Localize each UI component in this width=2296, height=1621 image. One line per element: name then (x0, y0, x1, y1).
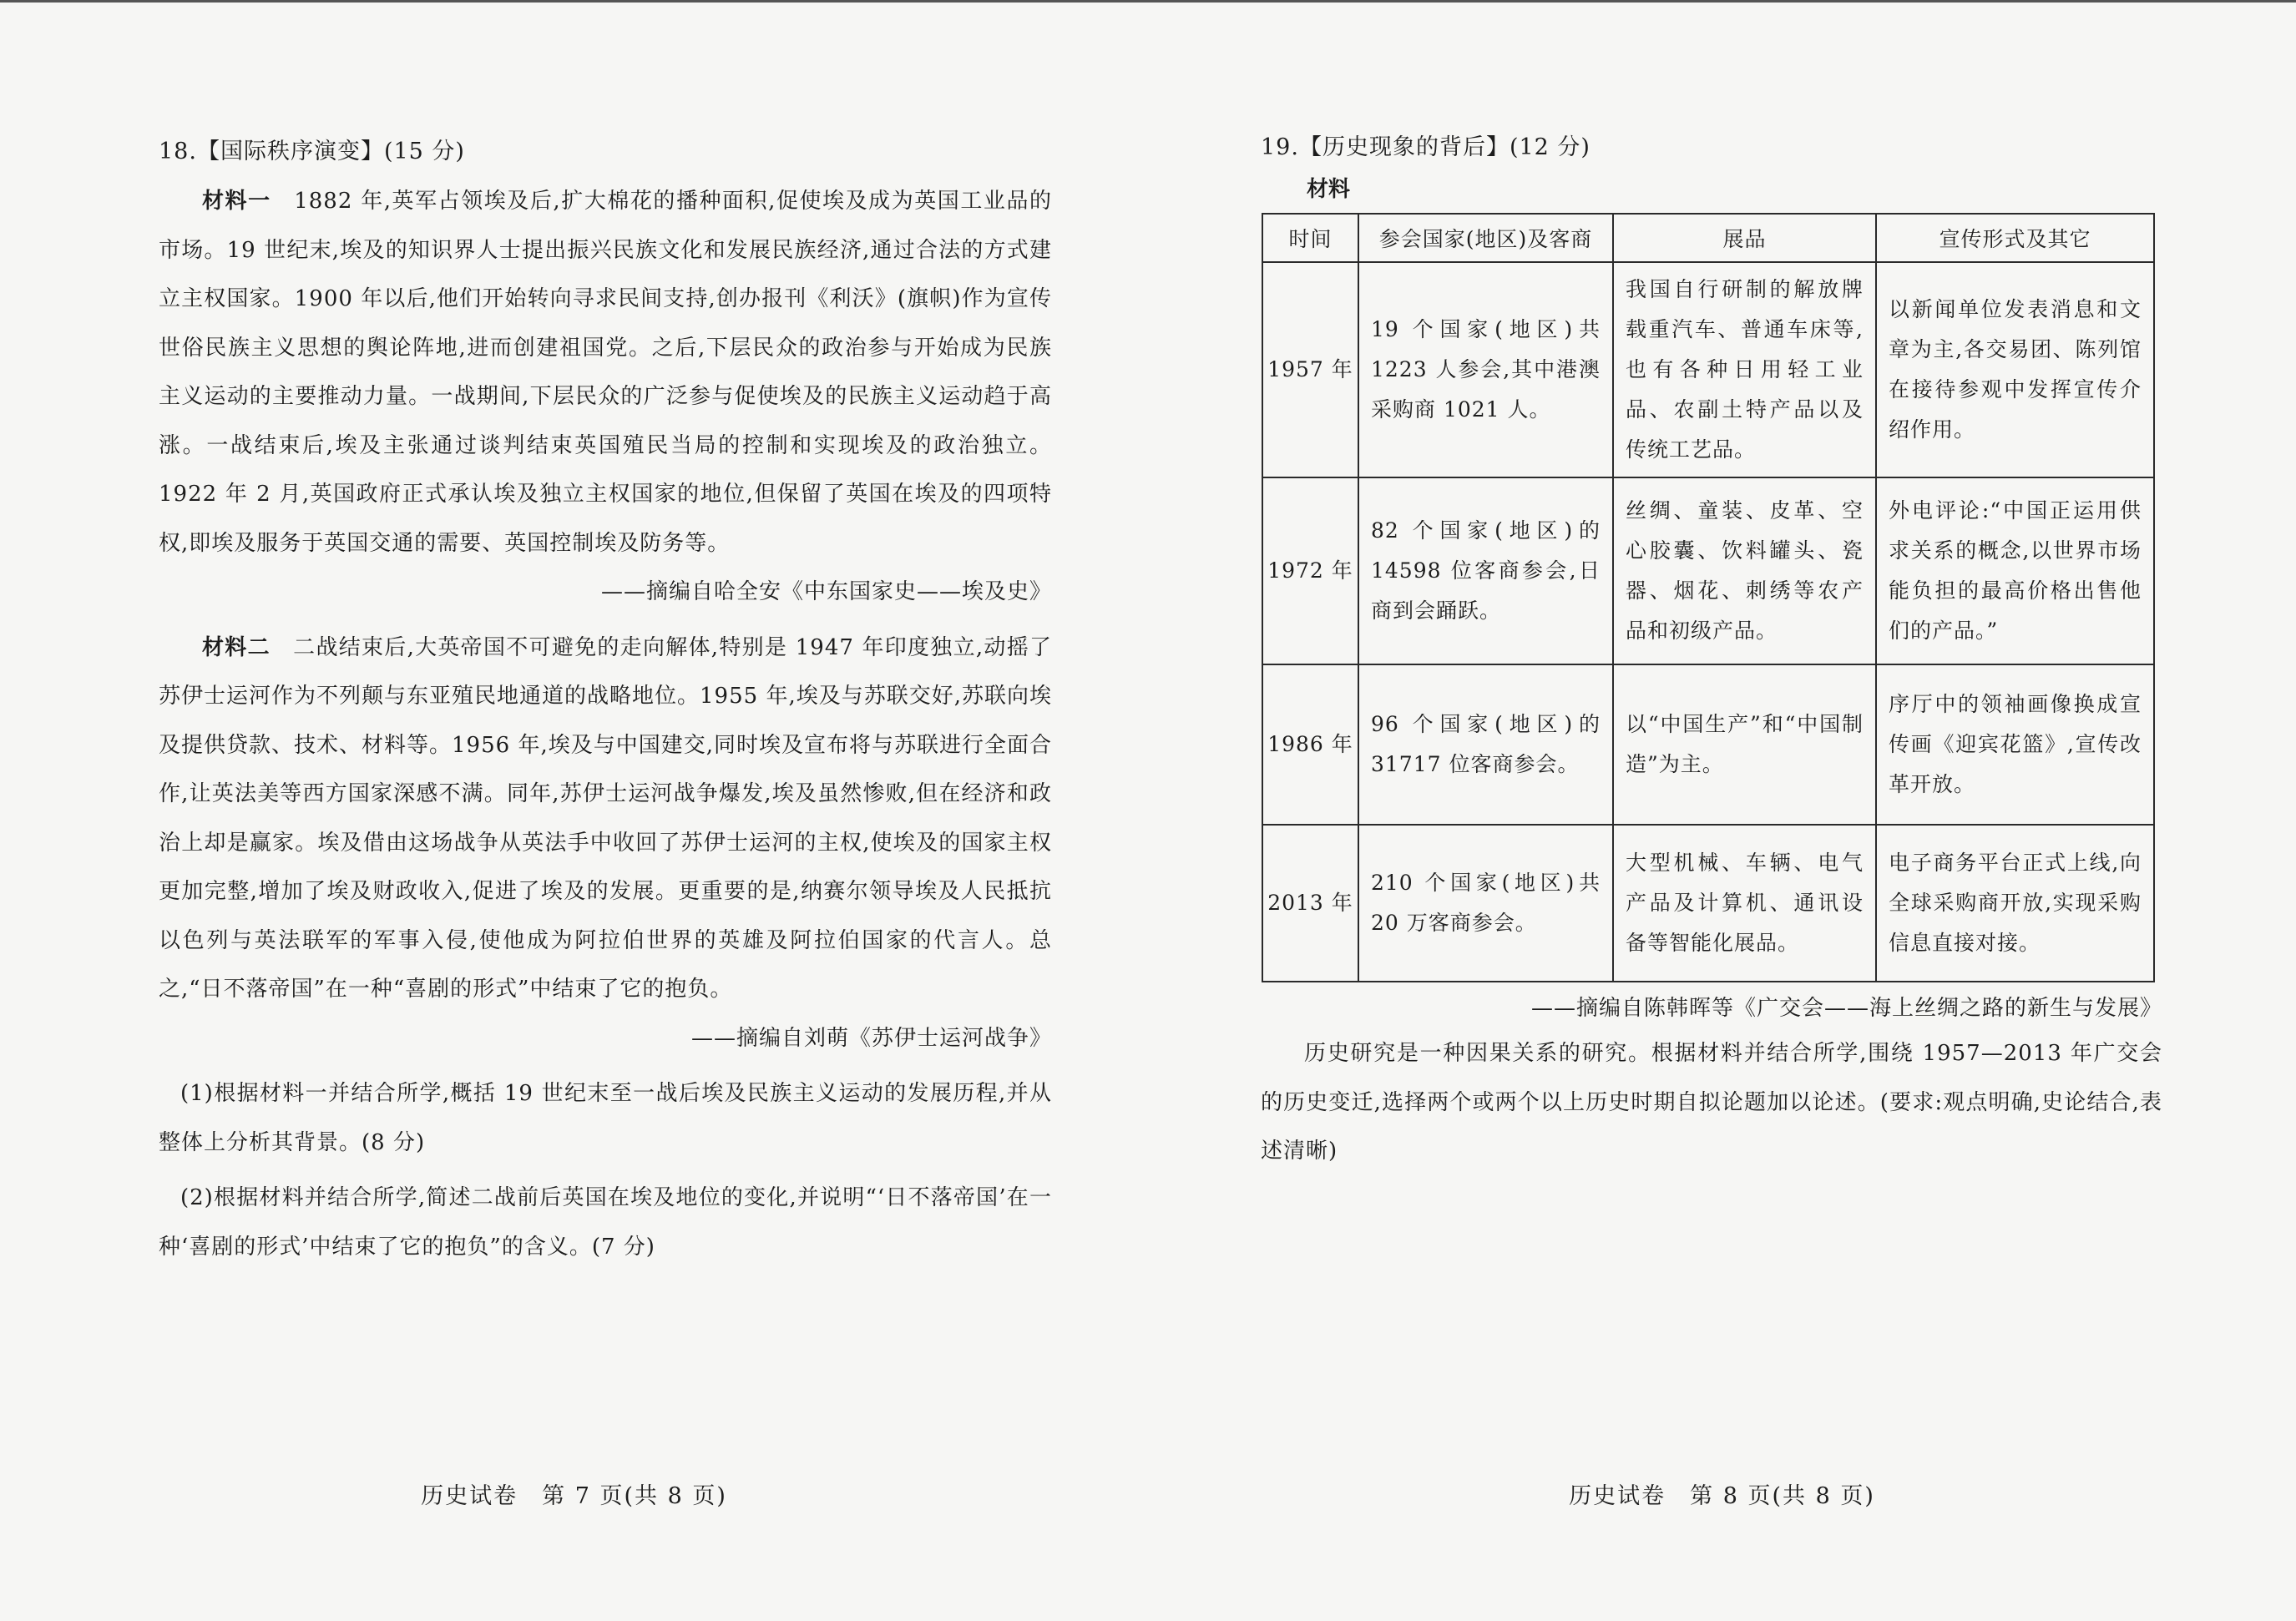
table-cell: 82 个国家(地区)的 14598 位客商参会,日商到会踊跃。 (1358, 477, 1613, 664)
table-cell: 电子商务平台正式上线,向全球采购商开放,实现采购信息直接对接。 (1876, 825, 2154, 982)
table-cell: 以新闻单位发表消息和文章为主,各交易团、陈列馆在接待参观中发挥宣传介绍作用。 (1876, 262, 2154, 477)
table-cell-year: 1972 年 (1262, 477, 1358, 664)
table-source: ——摘编自陈韩晖等《广交会——海上丝绸之路的新生与发展》 (1530, 996, 2162, 1021)
table-cell: 我国自行研制的解放牌载重汽车、普通车床等,也有各种日用轻工业品、农副土特产品以及传统工艺品。 (1613, 262, 1876, 477)
table-cell: 96 个国家(地区)的 31717 位客商参会。 (1358, 664, 1613, 825)
question-19 (1261, 129, 2162, 1176)
table-cell: 210 个国家(地区)共 20 万客商参会。 (1358, 825, 1613, 982)
material-1-source: ——摘编自哈全安《中东国家史——埃及史》 (600, 579, 1052, 604)
table-cell: 丝绸、童装、皮革、空心胶囊、饮料罐头、瓷器、烟花、刺绣等农产品和初级产品。 (1613, 477, 1876, 664)
table-row (1262, 262, 2154, 477)
question-18-title: 18.【国际秩序演变】(15 分) (159, 139, 465, 164)
material-label: 材料 (1307, 177, 1351, 202)
material-1-label: 材料一 (202, 189, 271, 214)
page-8 (1148, 0, 2296, 1621)
page-footer-7: 历史试卷 第 7 页(共 8 页) (421, 1483, 727, 1509)
table-header-cell: 时间 (1262, 214, 1358, 262)
table-cell: 外电评论:“中国正运用供求关系的概念,以世界市场能负担的最高价格出售他们的产品。” (1876, 477, 2154, 664)
material-2-text: 二战结束后,大英帝国不可避免的走向解体,特别是 1947 年印度独立,动摇了苏伊士运河作为不列颠与东亚殖民地通道的战略地位。1955 年,埃及与苏联交好,苏联向埃及提供贷款、技术、材料等。1956 年,埃及与中国建交,同时埃及宣布将与苏联进行全面合作,让英法美等西方国家深感不满。同年,苏伊士运河战争爆发,埃及虽然惨败,但在经济和政治上却是赢家。埃及借由这场战争从英法手中收回了苏伊士运河的主权,使埃及的国家主权更加完整,增加了埃及财政收入,促进了埃及的发展。更重要的是,纳赛尔领导埃及人民抵抗以色列与英法联军的军事入侵,使他成为阿拉伯世界的英雄及阿拉伯国家的代言人。总之,“日不落帝国”在一种“喜剧的形式”中结束了它的抱负。 (159, 634, 1052, 1002)
table-cell: 以“中国生产”和“中国制造”为主。 (1613, 664, 1876, 825)
table-cell: 序厅中的领袖画像换成宣传画《迎宾花篮》,宣传改革开放。 (1876, 664, 2154, 825)
sub-question-2: (2)根据材料并结合所学,简述二战前后英国在埃及地位的变化,并说明“‘日不落帝国’在一种‘喜剧的形式’中结束了它的抱负”的含义。(7 分) (159, 1185, 1052, 1260)
material-2 (159, 624, 1052, 1014)
material-2-source: ——摘编自刘萌《苏伊士运河战争》 (690, 1025, 1052, 1051)
table-row (1262, 664, 2154, 825)
material-1-text: 1882 年,英军占领埃及后,扩大棉花的播种面积,促使埃及成为英国工业品的市场。19 世纪末,埃及的知识界人士提出振兴民族文化和发展民族经济,通过合法的方式建立主权国家。1900 年以后,他们开始转向寻求民间支持,创办报刊《利沃》(旗帜)作为宣传世俗民族主义思想的舆论阵地,进而创建祖国党。之后,下层民众的政治参与开始成为民族主义运动的主要推动力量。一战期间,下层民众的广泛参与促使埃及的民族主义运动趋于高涨。一战结束后,埃及主张通过谈判结束英国殖民当局的控制和实现埃及的政治独立。1922 年 2 月,英国政府正式承认埃及独立主权国家的地位,但保留了英国在埃及的四项特权,即埃及服务于英国交通的需要、英国控制埃及防务等。 (159, 189, 1053, 556)
table-cell-year: 1957 年 (1262, 262, 1358, 477)
table-cell: 大型机械、车辆、电气产品及计算机、通讯设备等智能化展品。 (1613, 825, 1876, 982)
table-cell-year: 2013 年 (1262, 825, 1358, 982)
table-cell: 19 个国家(地区)共 1223 人参会,其中港澳采购商 1021 人。 (1358, 262, 1613, 477)
table-row (1262, 477, 2154, 664)
table-cell-year: 1986 年 (1262, 664, 1358, 825)
table-header-cell: 参会国家(地区)及客商 (1358, 214, 1613, 262)
question-19-prompt: 历史研究是一种因果关系的研究。根据材料并结合所学,围绕 1957—2013 年广交会的历史变迁,选择两个或两个以上历史时期自拟论题加以论述。(要求:观点明确,史论结合,表述清晰) (1261, 1041, 2162, 1164)
material-2-label: 材料二 (202, 634, 271, 660)
table-header-row (1262, 214, 2154, 262)
question-19-title: 19.【历史现象的背后】(12 分) (1261, 134, 1591, 160)
table-header-cell: 宣传形式及其它 (1876, 214, 2154, 262)
page-footer-8: 历史试卷 第 8 页(共 8 页) (1569, 1483, 1875, 1509)
material-1 (159, 177, 1052, 568)
table-row (1262, 825, 2154, 982)
sub-question-1: (1)根据材料一并结合所学,概括 19 世纪末至一战后埃及民族主义运动的发展历程,并从整体上分析其背景。(8 分) (159, 1081, 1052, 1155)
canton-fair-table (1262, 213, 2155, 982)
question-18 (159, 134, 1052, 1271)
table-header-cell: 展品 (1613, 214, 1876, 262)
